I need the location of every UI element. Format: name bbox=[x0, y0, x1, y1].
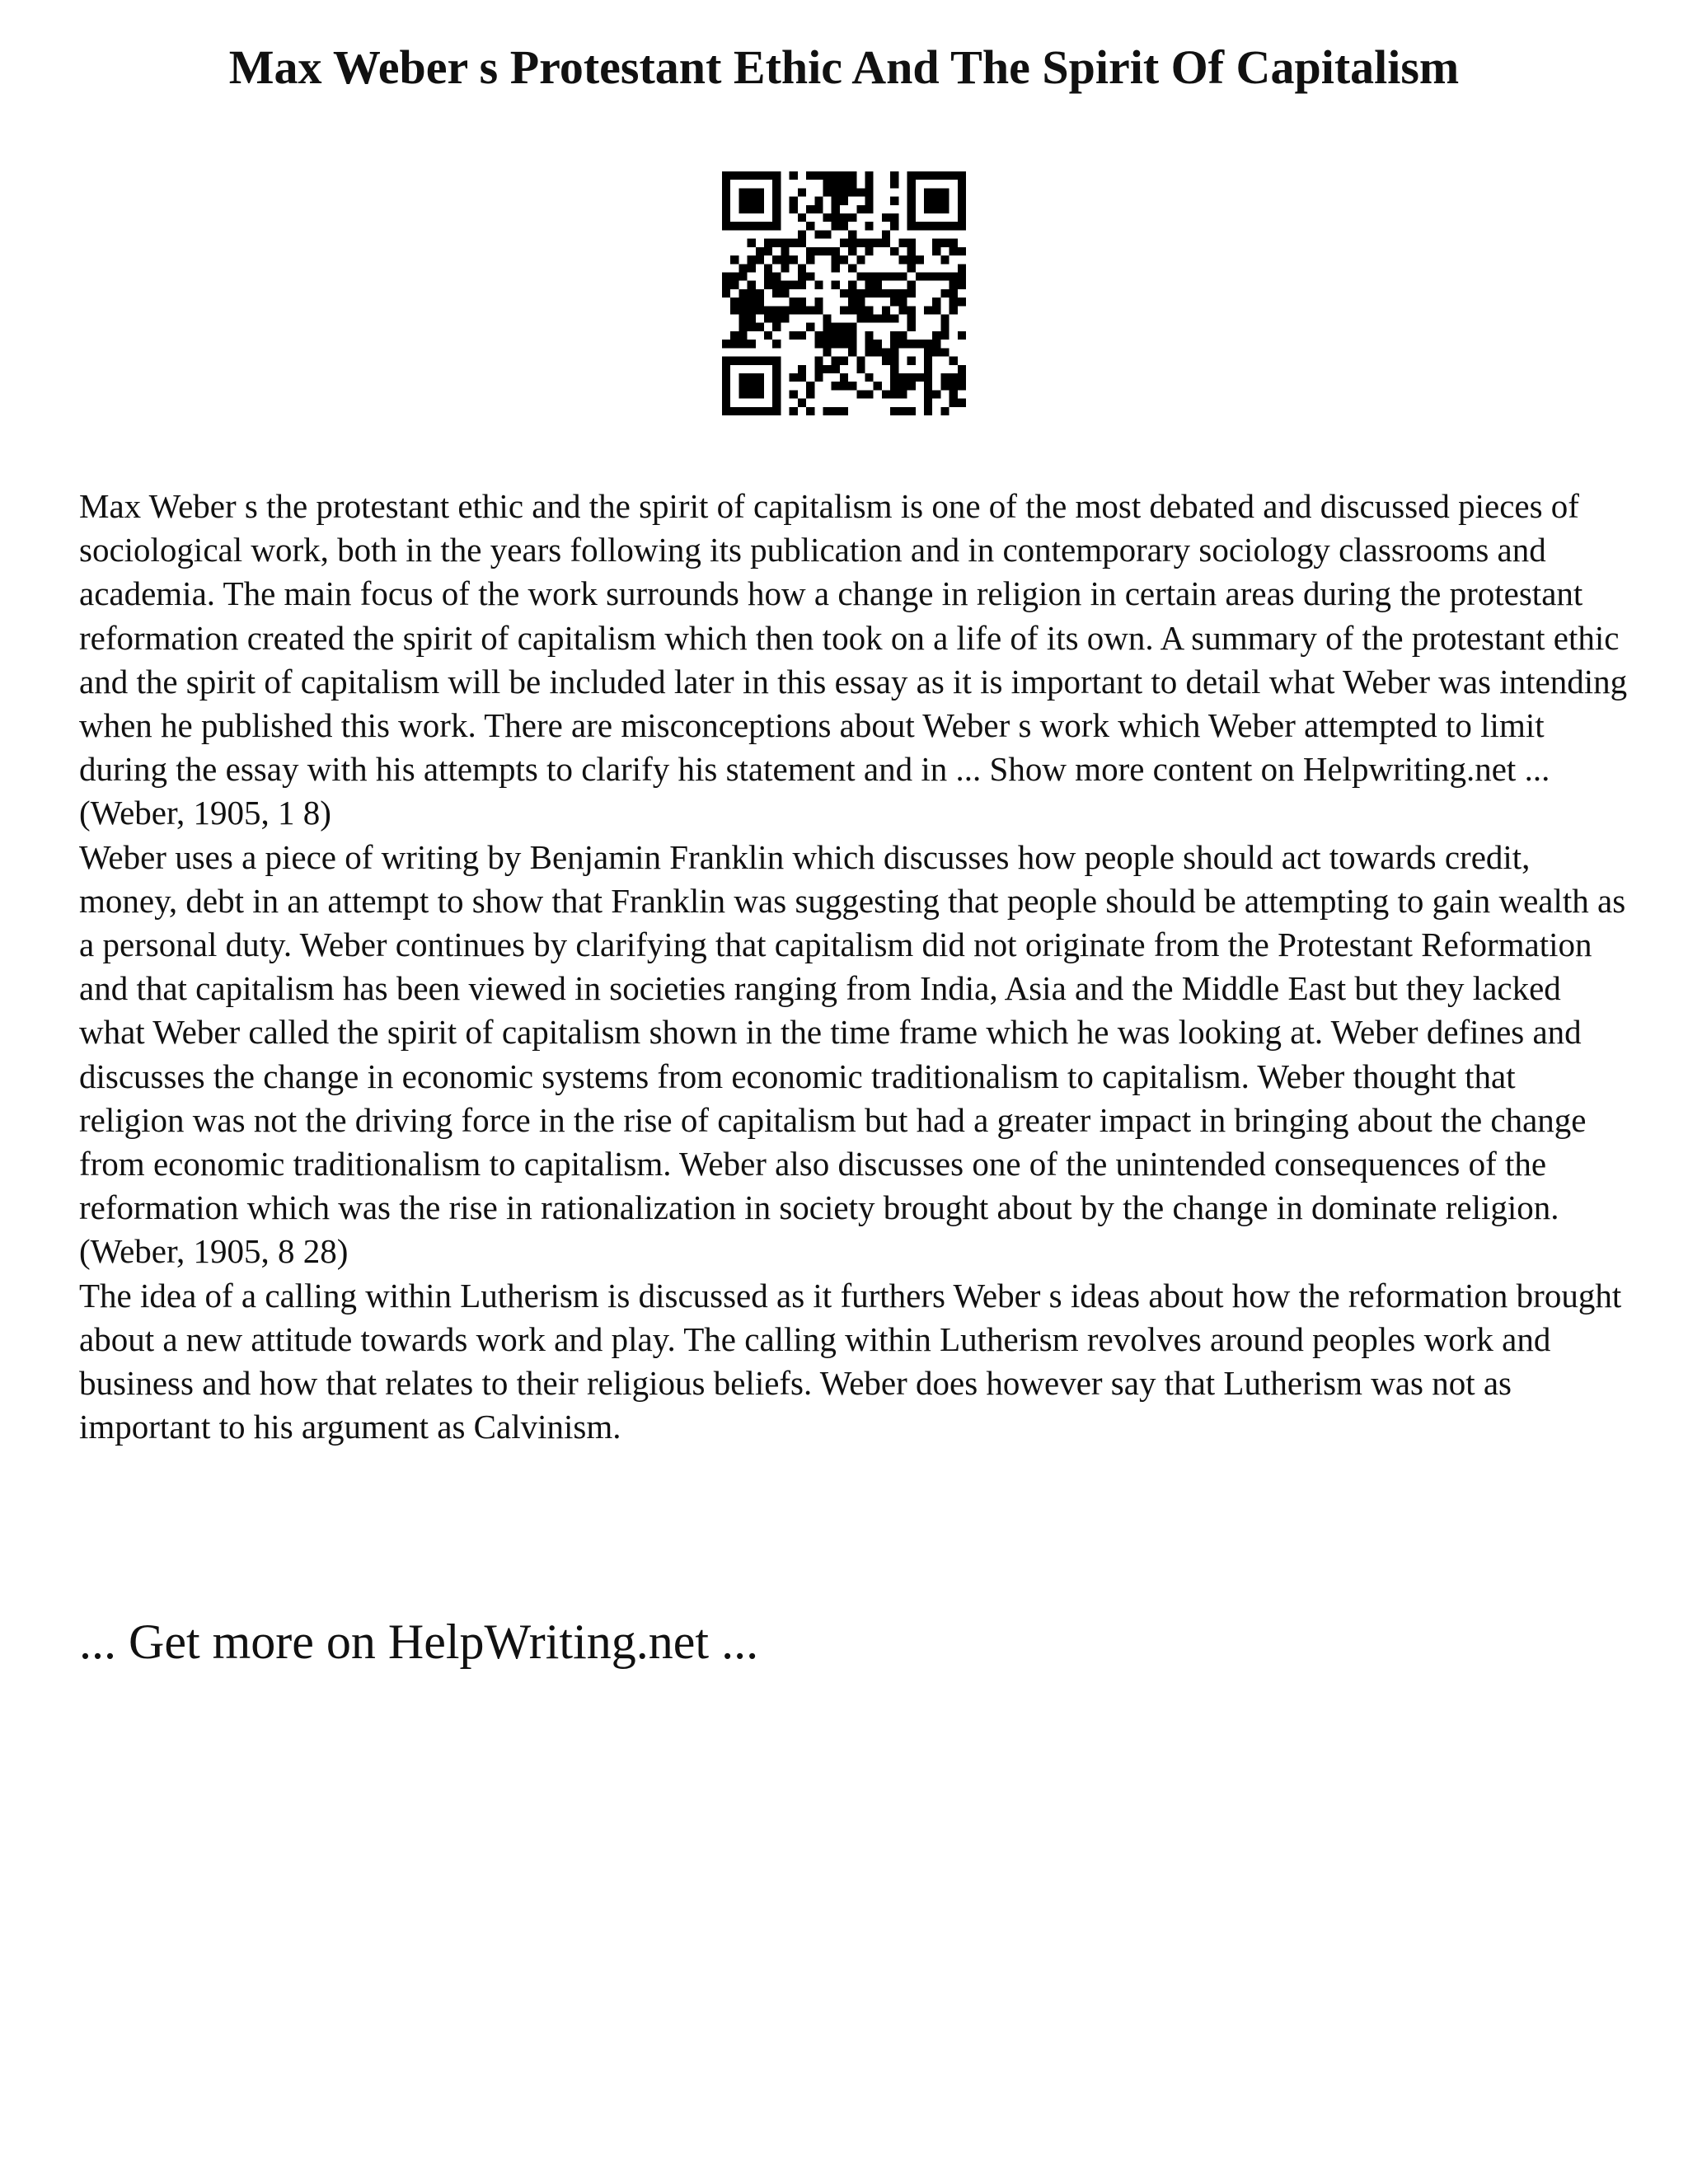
paragraph-franklin: Weber uses a piece of writing by Benjamin Franklin which discusses how people should act towards credit, money, debt in an attempt to show that Franklin was suggesting that people should be attempting to gain wealth as a personal duty. Weber continues by clarifying that capitalism did not originate from the Protestant Reformation and that capitalism has been viewed in societies ranging from India, Asia and the Middle East but they lacked what Weber called the spirit of capitalism shown in the time frame which he was looking at. Weber defines and discusses the change in economic systems from economic traditionalism to capitalism. Weber thought that religion was not the driving force in the rise of capitalism but had a greater impact in bringing about the change from economic traditionalism to capitalism. Weber also discusses one of the unintended consequences of the reformation which was the rise in rationalization in society brought about by the change in dominate religion. bbox=[79, 837, 1626, 1227]
qr-code-icon bbox=[722, 171, 966, 415]
page-title: Max Weber s Protestant Ethic And The Spirit Of Capitalism bbox=[228, 40, 1460, 94]
get-more-link[interactable]: ... Get more on HelpWriting.net ... bbox=[79, 1615, 759, 1669]
citation-1: (Weber, 1905, 1 8) bbox=[79, 794, 331, 832]
paragraph-lutherism: The idea of a calling within Lutherism is discussed as it furthers Weber s ideas about how the reformation brought about a new attitude towards work and play. The calling within Lutherism revolves around peoples work and business and how that relates to their religious beliefs. Weber does however say that Lutherism was not as important to his argument as Calvinism. bbox=[79, 1276, 1622, 1446]
essay-body bbox=[79, 485, 1629, 1449]
citation-2: (Weber, 1905, 8 28) bbox=[79, 1232, 349, 1271]
paragraph-intro: Max Weber s the protestant ethic and the spirit of capitalism is one of the most debated and discussed pieces of sociological work, both in the years following its publication and in contemporary sociology classrooms and academia. The main focus of the work surrounds how a change in religion in certain areas during the protestant reformation created the spirit of capitalism which then took on a life of its own. A summary of the protestant ethic and the spirit of capitalism will be included later in this essay as it is important to detail what Weber was intending when he published this work. There are misconceptions about Weber s work which Weber attempted to limit during the essay with his attempts to clarify his statement and in ... Show more content on Helpwriting.net ... bbox=[79, 487, 1628, 789]
